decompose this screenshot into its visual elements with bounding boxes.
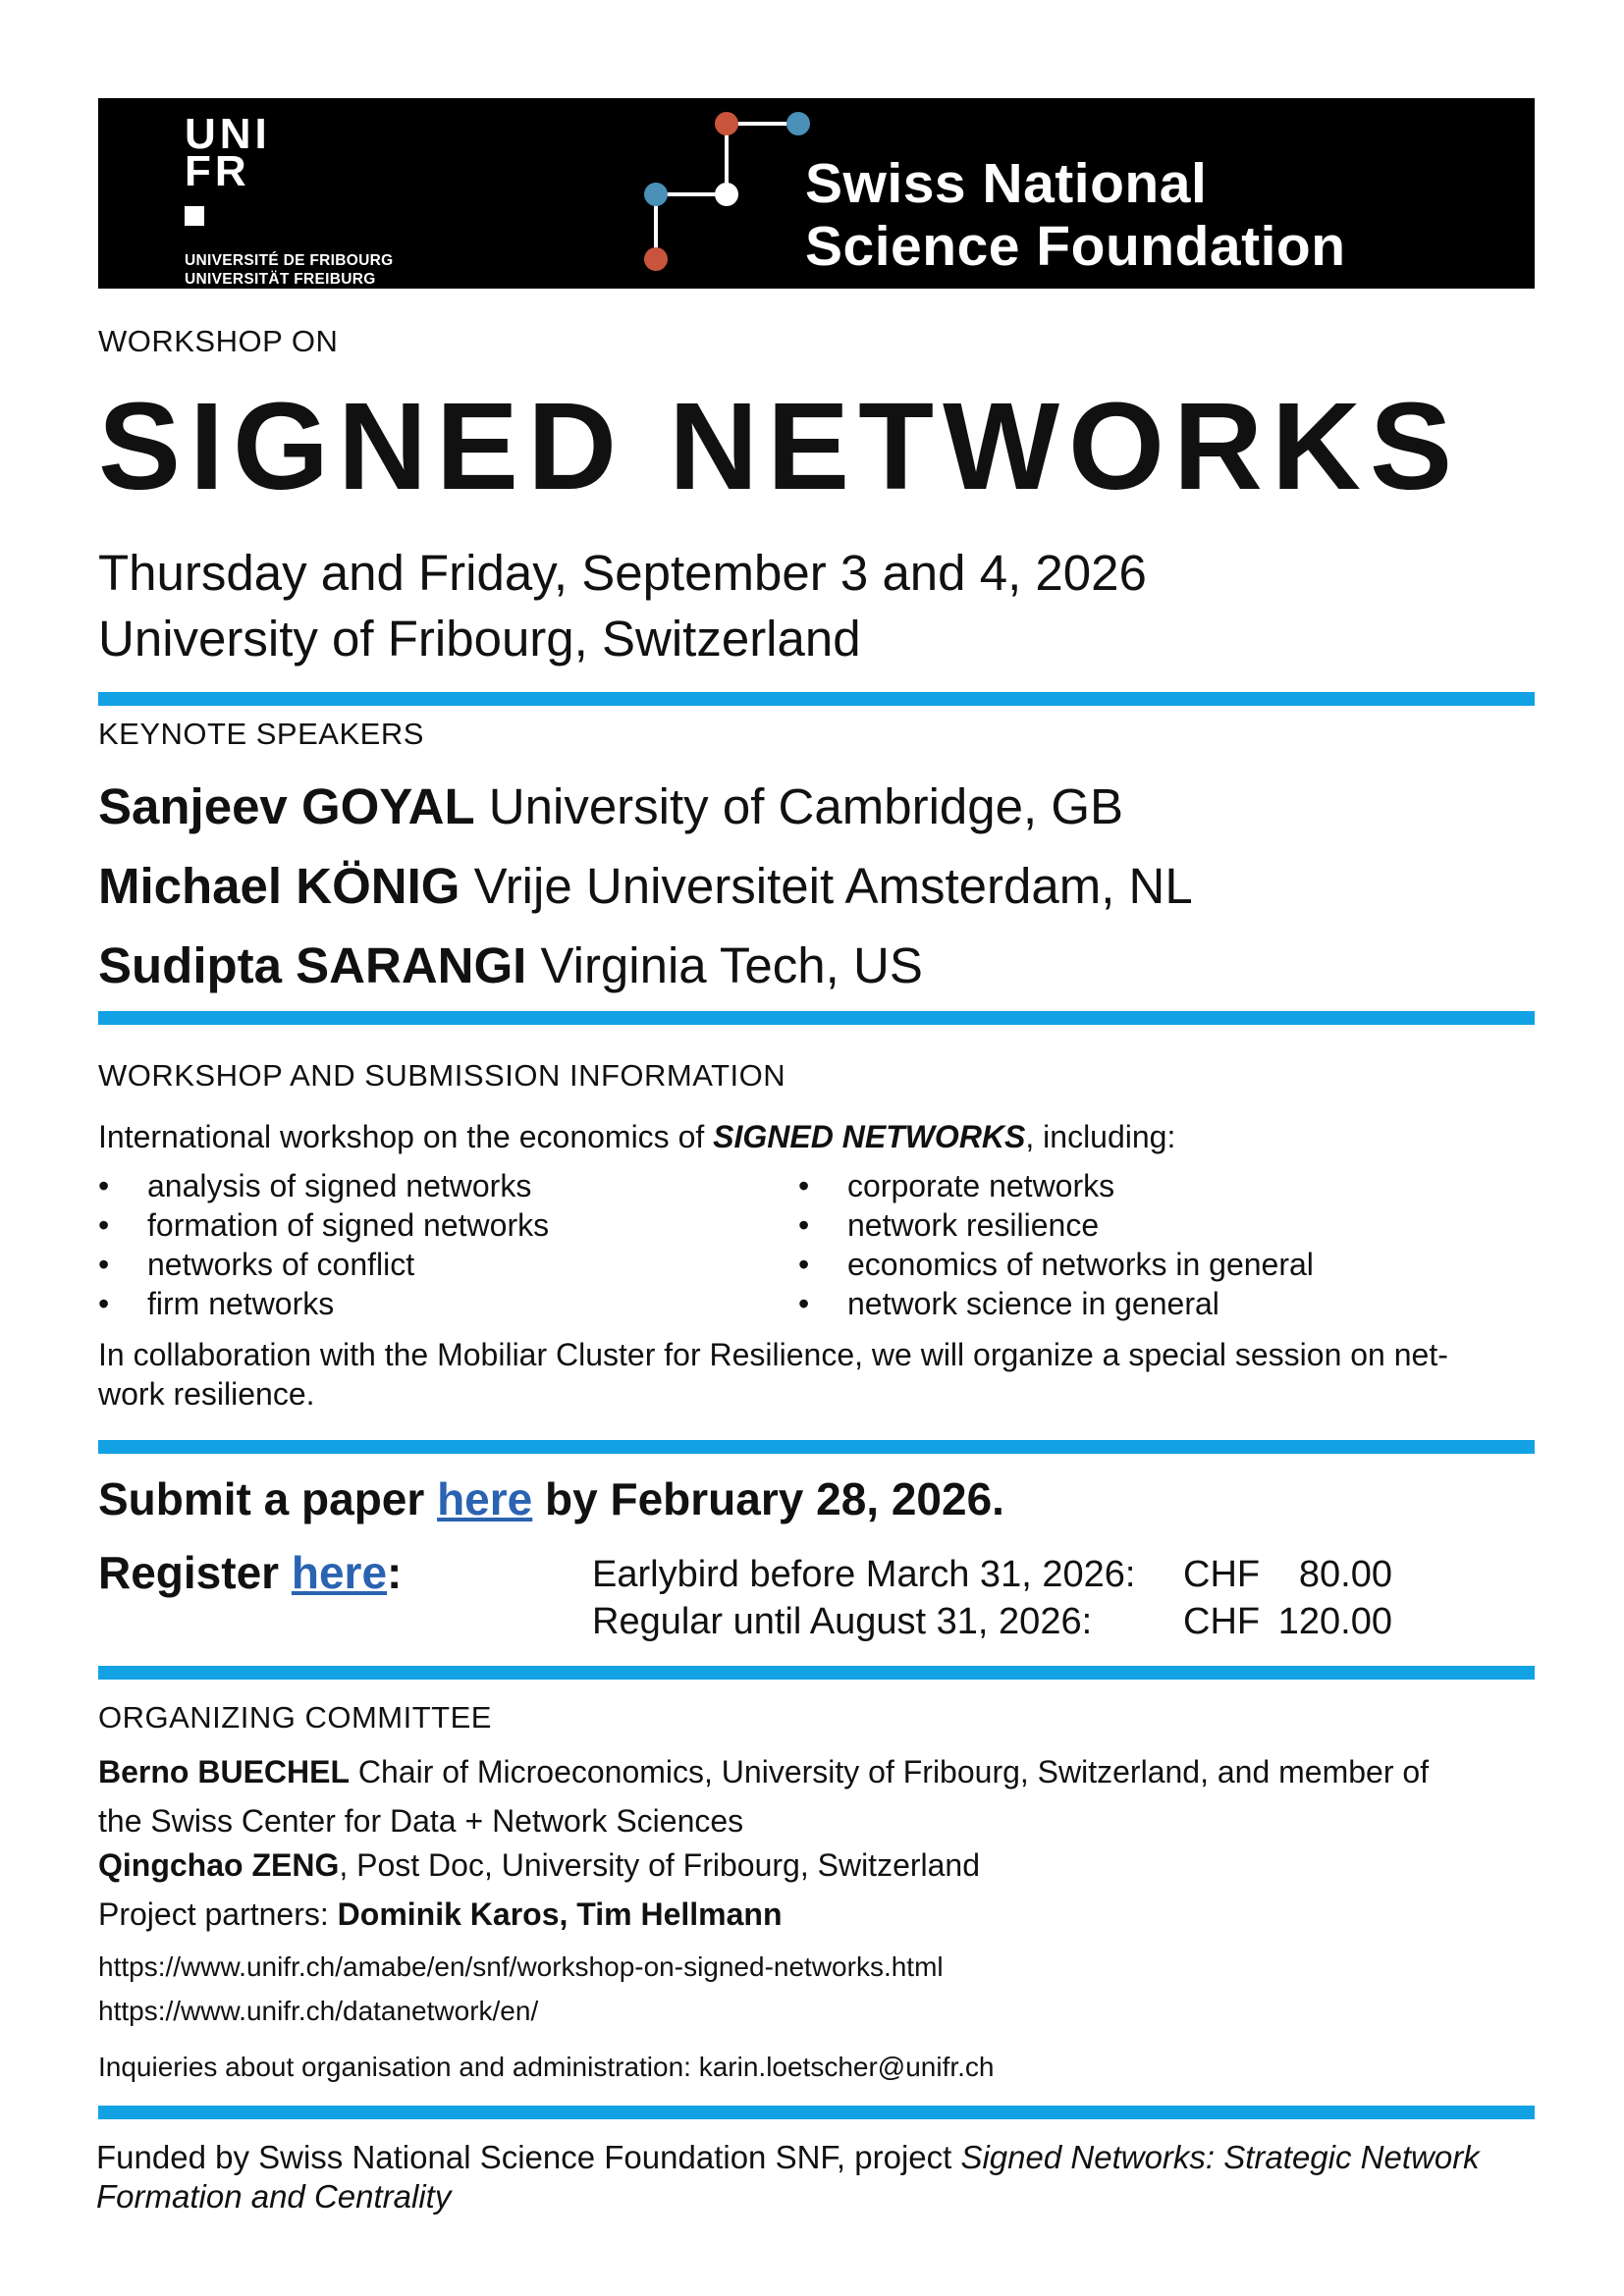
- divider: [98, 2106, 1535, 2119]
- list-item: • firm networks: [98, 1284, 549, 1323]
- list-item: • corporate networks: [798, 1166, 1314, 1205]
- keynote-heading: KEYNOTE SPEAKERS: [98, 717, 424, 751]
- unifr-name: UNIVERSITÉ DE FRIBOURG UNIVERSITÄT FREIBURG: [185, 252, 394, 288]
- speaker-affiliation: Virginia Tech, US: [526, 937, 923, 993]
- page-title: SIGNED NETWORKS: [98, 377, 1462, 515]
- divider: [98, 1011, 1535, 1025]
- snf-node-white: [715, 183, 738, 206]
- list-item: • formation of signed networks: [98, 1205, 549, 1245]
- speaker-row: [98, 936, 923, 995]
- list-item: • analysis of signed networks: [98, 1166, 549, 1205]
- funding-note: Funded by Swiss National Science Foundation SNF, project Signed Networks: Strategic Network Formation and Centrality: [96, 2139, 1480, 2215]
- speaker-row: [98, 777, 1123, 836]
- submit-link[interactable]: here: [437, 1473, 533, 1524]
- speaker-name: Sudipta SARANGI: [98, 937, 527, 993]
- event-dates: Thursday and Friday, September 3 and 4, 2026: [98, 545, 1147, 601]
- speaker-name: Michael KÖNIG: [98, 858, 460, 914]
- event-location: University of Fribourg, Switzerland: [98, 611, 861, 667]
- divider: [98, 692, 1535, 706]
- list-item: • networks of conflict: [98, 1245, 549, 1284]
- snf-node-orange-top: [715, 112, 738, 135]
- register-line: Register here:: [98, 1547, 403, 1598]
- snf-name: Swiss National Science Foundation: [805, 152, 1346, 278]
- list-item: • economics of networks in general: [798, 1245, 1314, 1284]
- speaker-name: Sanjeev GOYAL: [98, 778, 475, 834]
- fee-label: Earlybird before March 31, 2026:: [592, 1554, 1136, 1595]
- speaker-affiliation: University of Cambridge, GB: [474, 778, 1124, 834]
- snf-network-icon: [636, 104, 833, 281]
- committee-member: Qingchao ZENG, Post Doc, University of Fribourg, Switzerland: [98, 1847, 981, 1883]
- register-link[interactable]: here: [291, 1547, 388, 1598]
- collaboration-note: In collaboration with the Mobiliar Cluster for Resilience, we will organize a special session on net- work resilience.: [98, 1337, 1448, 1412]
- committee-heading: ORGANIZING COMMITTEE: [98, 1700, 492, 1735]
- topics-list-right: [798, 1166, 1314, 1323]
- fee-currency: CHF: [1183, 1601, 1261, 1642]
- unifr-wordmark: UNI FR: [185, 110, 271, 195]
- speaker-row: [98, 857, 1193, 916]
- inquiries-contact: Inquieries about organisation and administration: karin.loetscher@unifr.ch: [98, 2052, 995, 2082]
- snf-node-orange-bottom: [644, 247, 668, 271]
- workshop-url[interactable]: https://www.unifr.ch/amabe/en/snf/workshop-on-signed-networks.html: [98, 1951, 944, 1982]
- committee-member: Berno BUECHEL Chair of Microeconomics, University of Fribourg, Switzerland, and member of the Swiss Center for Data + Network Sciences: [98, 1754, 1430, 1839]
- submit-line: Submit a paper here by February 28, 2026.: [98, 1473, 1004, 1524]
- topics-list-left: [98, 1166, 549, 1323]
- fee-currency: CHF: [1183, 1554, 1261, 1595]
- info-intro: International workshop on the economics of SIGNED NETWORKS, including:: [98, 1119, 1176, 1154]
- list-item: • network science in general: [798, 1284, 1314, 1323]
- divider: [98, 1666, 1535, 1680]
- header-banner: [98, 98, 1535, 289]
- member-name: Berno BUECHEL: [98, 1754, 351, 1789]
- unifr-square-icon: [185, 206, 204, 226]
- fee-label: Regular until August 31, 2026:: [592, 1601, 1093, 1642]
- datanetwork-url[interactable]: https://www.unifr.ch/datanetwork/en/: [98, 1996, 539, 2026]
- unifr-logo: [185, 110, 440, 288]
- list-item: • network resilience: [798, 1205, 1314, 1245]
- divider: [98, 1440, 1535, 1454]
- snf-node-blue-left: [644, 183, 668, 206]
- workshop-kicker: WORKSHOP ON: [98, 324, 339, 358]
- member-name: Qingchao ZENG: [98, 1847, 340, 1883]
- info-heading: WORKSHOP AND SUBMISSION INFORMATION: [98, 1058, 786, 1093]
- fee-amount: 120.00: [1277, 1601, 1392, 1642]
- event-date-location: [98, 540, 1147, 671]
- speaker-affiliation: Vrije Universiteit Amsterdam, NL: [460, 858, 1193, 914]
- fee-amount: 80.00: [1298, 1554, 1392, 1595]
- project-partners: Project partners: Dominik Karos, Tim Hellmann: [98, 1896, 783, 1932]
- snf-node-blue-top: [786, 112, 810, 135]
